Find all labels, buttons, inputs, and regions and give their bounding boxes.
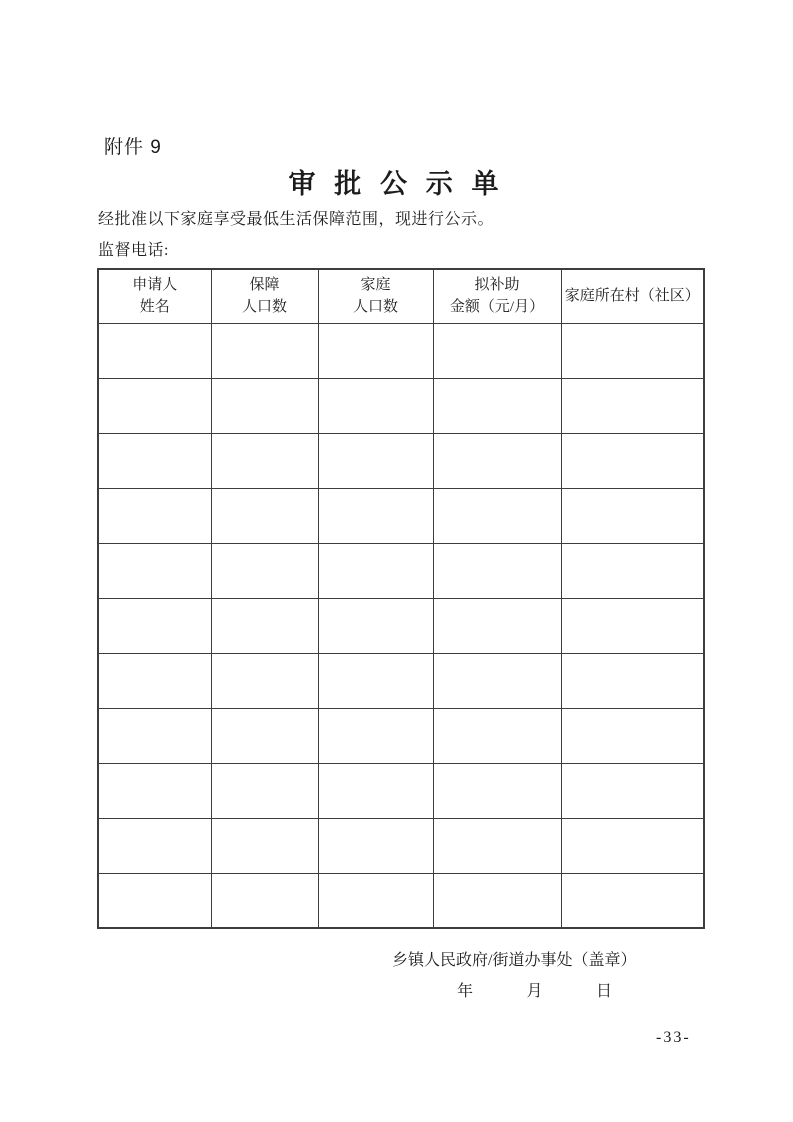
empty-cell [98, 818, 211, 873]
empty-cell [211, 818, 318, 873]
empty-cell [561, 818, 704, 873]
empty-cell [98, 653, 211, 708]
empty-cell [98, 708, 211, 763]
table-row [98, 818, 704, 873]
empty-cell [211, 598, 318, 653]
page-number: -33- [656, 1029, 691, 1046]
empty-cell [433, 323, 561, 378]
empty-cell [318, 653, 433, 708]
empty-cell [318, 873, 433, 928]
empty-cell [318, 818, 433, 873]
empty-cell [561, 433, 704, 488]
empty-cell [98, 378, 211, 433]
empty-cell [561, 488, 704, 543]
empty-cell [561, 323, 704, 378]
empty-cell [318, 598, 433, 653]
empty-cell [211, 378, 318, 433]
column-header-covered-population: 保障 人口数 [211, 269, 318, 323]
empty-cell [98, 598, 211, 653]
table-row [98, 433, 704, 488]
empty-cell [98, 543, 211, 598]
table-row [98, 873, 704, 928]
empty-cell [318, 323, 433, 378]
table-row [98, 763, 704, 818]
empty-cell [433, 433, 561, 488]
date-line [457, 978, 612, 1001]
empty-cell [561, 598, 704, 653]
table-row [98, 543, 704, 598]
empty-cell [561, 873, 704, 928]
page-title: 审 批 公 示 单 [288, 169, 505, 199]
approval-table [97, 268, 705, 929]
table-row [98, 323, 704, 378]
empty-cell [211, 323, 318, 378]
table-header-row [98, 269, 704, 323]
table-row [98, 488, 704, 543]
table-body [98, 323, 704, 928]
table-row [98, 598, 704, 653]
attachment-label: 附件 9 [104, 137, 162, 158]
empty-cell [561, 653, 704, 708]
empty-cell [318, 543, 433, 598]
signature-line: 乡镇人民政府/街道办事处（盖章） [392, 952, 637, 969]
empty-cell [561, 378, 704, 433]
empty-cell [318, 488, 433, 543]
column-header-family-population: 家庭 人口数 [318, 269, 433, 323]
empty-cell [98, 873, 211, 928]
empty-cell [211, 763, 318, 818]
empty-cell [433, 763, 561, 818]
empty-cell [318, 378, 433, 433]
empty-cell [98, 763, 211, 818]
table-row [98, 708, 704, 763]
intro-text: 经批准以下家庭享受最低生活保障范围，现进行公示。 [98, 211, 495, 228]
empty-cell [433, 873, 561, 928]
empty-cell [211, 433, 318, 488]
empty-cell [318, 708, 433, 763]
empty-cell [98, 433, 211, 488]
supervision-phone-label: 监督电话: [98, 242, 169, 259]
empty-cell [211, 873, 318, 928]
empty-cell [211, 653, 318, 708]
date-year-label: 年 [457, 983, 474, 1000]
column-header-village-community: 家庭所在村（社区） [561, 269, 704, 323]
column-header-subsidy-amount: 拟补助 金额（元/月） [433, 269, 561, 323]
empty-cell [433, 378, 561, 433]
empty-cell [211, 488, 318, 543]
table-row [98, 378, 704, 433]
empty-cell [433, 598, 561, 653]
empty-cell [561, 708, 704, 763]
empty-cell [211, 543, 318, 598]
table-row [98, 653, 704, 708]
date-month-label: 月 [526, 983, 543, 1000]
empty-cell [433, 708, 561, 763]
empty-cell [318, 763, 433, 818]
empty-cell [211, 708, 318, 763]
empty-cell [433, 818, 561, 873]
empty-cell [433, 488, 561, 543]
empty-cell [318, 433, 433, 488]
column-header-applicant-name: 申请人 姓名 [98, 269, 211, 323]
empty-cell [433, 653, 561, 708]
empty-cell [433, 543, 561, 598]
empty-cell [98, 488, 211, 543]
empty-cell [561, 763, 704, 818]
empty-cell [561, 543, 704, 598]
empty-cell [98, 323, 211, 378]
date-day-label: 日 [595, 983, 612, 1000]
